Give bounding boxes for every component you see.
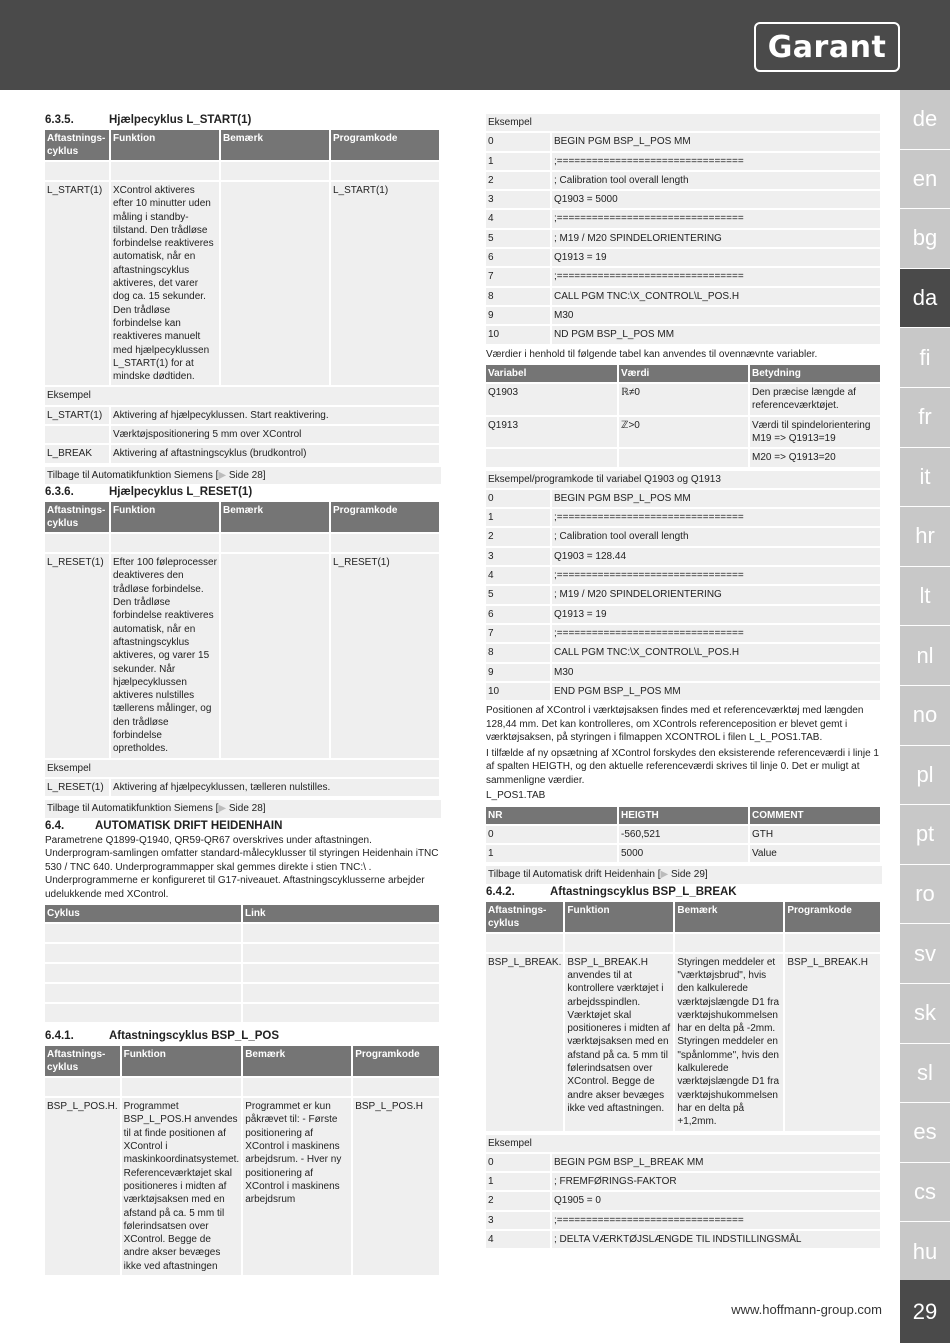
back-link-siemens-1[interactable]: Tilbage til Automatikfunktion Siemens [▶ Side 28] <box>45 467 441 485</box>
table-row: Q1903 ℝ≠0 Den præcise længde af referenceværktøjet. <box>486 384 882 415</box>
lang-tab-da[interactable]: da <box>900 269 950 329</box>
section-heading-636: 6.3.6. Hjælpecyklus L_RESET(1) <box>45 486 253 499</box>
arrow-icon: ▶ <box>660 869 669 881</box>
l-reset-table: Aftastnings-cyklus Funktion Bemærk Programkode L_RESET(1) Efter 100 føleprocesser deaktiveres den trådløse forbindelse. Den trådløse forbindelse reaktiveres automatisk, når en aftastningscyklus aktiveres, og varer 15 sekunder. Når hjælpecyklussen aktiveres nulstilles tællerens målinger, og den trådløse forbindelse opretholdes. L_RESET(1) Eksempel L_RESET(1) Aktivering af hjælpecyklussen, tælleren nulstilles. <box>45 500 441 798</box>
lang-tab-cs[interactable]: cs <box>900 1163 950 1223</box>
example-label: Eksempel <box>45 387 441 404</box>
lang-tab-hu[interactable]: hu <box>900 1222 950 1282</box>
variable-table: Variabel Værdi Betydning Q1903 ℝ≠0 Den præcise længde af referenceværktøjet. Q1913 ℤ>0 Værdi til spindelorientering M19 => Q1913=19 M20 => Q1913=20 <box>486 363 882 468</box>
table-row: L_START(1) XControl aktiveres efter 10 minutter uden måling i standby-tilstand. Den trådløse forbindelse reaktiveres automatisk, når en aftastningscyklus aktiveres, det varer dog ca. 15 sekunder. Den trådløse forbindelse kan reaktiveres manuelt med hjælpecyklussen L_START(1) for at mindske dødtiden. L_START(1) <box>45 182 441 385</box>
code-example-3: Eksempel 0 BEGIN PGM BSP_L_BREAK MM 1 ; FREMFØRINGS-FAKTOR 2 Q1905 = 0 3 ;================================ 4 ; DELTA VÆRKTØJSLÆNGDE TIL INDSTILLINGSMÅL <box>486 1133 882 1251</box>
code-line: 9 M30 <box>486 664 882 681</box>
right-column <box>486 112 882 1250</box>
arrow-icon: ▶ <box>218 469 227 481</box>
lang-tab-sk[interactable]: sk <box>900 984 950 1044</box>
position-text-1: Positionen af XControl i værktøjsaksen findes med et referenceværktøj med længden 128,44 mm. Det kan kontrolleres, om XControls referenceposition er blevet gemt i værktøjsaksen, på styringen i filmappen XCONTROL i filen L_L_POS1.TAB. <box>486 705 864 744</box>
code-line: 7 ;================================ <box>486 268 882 285</box>
position-text-2: I tilfælde af ny opsætning af XControl forskydes den eksisterende referenceværdi i linje 1 af spalten HEIGTH, og den aktuelle referenceværdi skrives til linje 0. Det er muligt at sammenligne værdier. <box>486 747 879 786</box>
footer-url: www.hoffmann-group.com <box>731 1302 882 1317</box>
lang-tab-en[interactable]: en <box>900 150 950 210</box>
lang-tab-it[interactable]: it <box>900 448 950 508</box>
section-heading-64: 6.4. AUTOMATISK DRIFT HEIDENHAIN <box>45 819 283 832</box>
lpos-tab-table: NR HEIGTH COMMENT 0 -560,521 GTH 1 5000 Value <box>486 805 882 865</box>
code-line: 6 Q1913 = 19 <box>486 249 882 266</box>
table-row: L_START(1) Aktivering af hjælpecyklussen. Start reaktivering. <box>45 407 441 424</box>
table-row: L_BREAK Aktivering af aftastningscyklus (brudkontrol) <box>45 445 441 462</box>
lang-tab-es[interactable]: es <box>900 1103 950 1163</box>
lang-tab-bg[interactable]: bg <box>900 209 950 269</box>
file-label: L_POS1.TAB <box>486 790 546 802</box>
table-row: BSP_L_POS.H. Programmet BSP_L_POS.H anvendes til at finde positionen af XControl i maskinkoordinatsystemet. Referenceværktøjet skal positioneres i midten af værktøjsaksen med en afstand på ca. 5 mm til følerindsatsen over XControl. Begge de andre akser bevæges ikke ved aftastningen Programmet er kun påkrævet til: - Første positionering af XControl i maskinens arbejdsrum. - Hver ny positionering af XControl i maskinens arbejdsrum BSP_L_POS.H <box>45 1098 441 1275</box>
values-text: Værdier i henhold til følgende tabel kan anvendes til ovennævnte variabler. <box>486 348 818 360</box>
page-header <box>0 0 950 90</box>
code-line: 4 ;================================ <box>486 210 882 227</box>
garant-logo: Garant <box>754 22 900 72</box>
lang-tab-hr[interactable]: hr <box>900 507 950 567</box>
section-heading-642: 6.4.2. Aftastningscyklus BSP_L_BREAK <box>486 885 737 898</box>
code-line: 3 Q1903 = 5000 <box>486 191 882 208</box>
code-line: 6 Q1913 = 19 <box>486 606 882 623</box>
section-heading-635: 6.3.5. Hjælpecyklus L_START(1) <box>45 114 252 126</box>
lang-tab-pl[interactable]: pl <box>900 746 950 806</box>
page-number: 29 <box>900 1280 950 1343</box>
bsp-l-break-table: Aftastnings-cyklus Funktion Bemærk Programkode BSP_L_BREAK. BSP_L_BREAK.H anvendes til at kontrollere værktøjet i arbejdsspindlen. Værktøjet skal positioneres i midten af værktøjsaksen med en afstand på ca. 5 mm til følerindsatsen over XControl. Begge de andre akser bevæges ikke ved aftastningen. Styringen meddeler et "værktøjsbrud", hvis den kalkulerede værktøjslængde D1 fra værktøjshukommelsen har en delta på -2mm. Styringen meddeler en "spånlomme", hvis den kalkulerede værktøjslængde D1 fra værktøjshukommelsen har en delta på +1,2mm. BSP_L_BREAK.H <box>486 900 882 1133</box>
code-line: 2 ; Calibration tool overall length <box>486 528 882 545</box>
code-line: 3 ;================================ <box>486 1212 882 1229</box>
back-link-heidenhain[interactable]: Tilbage til Automatisk drift Heidenhain [▶ Side 29] <box>486 866 882 884</box>
lang-tab-fi[interactable]: fi <box>900 328 950 388</box>
code-line: 8 CALL PGM TNC:\X_CONTROL\L_POS.H <box>486 644 882 661</box>
table-row: M20 => Q1913=20 <box>486 449 882 466</box>
code-example-1: Eksempel 0 BEGIN PGM BSP_L_POS MM 1 ;================================ 2 ; Calibration tool overall length 3 Q1903 = 5000 4 ;================================ 5 ; M19 / M20 SPINDELORIENTERING 6 Q1913 = 19 7 ;================================ 8 CALL PGM TNC:\X_CONTROL\L_POS.H 9 M30 10 ND PGM BSP_L_POS MM <box>486 112 882 346</box>
code-line: 10 ND PGM BSP_L_POS MM <box>486 326 882 343</box>
table-row: L_RESET(1) Efter 100 føleprocesser deaktiveres den trådløse forbindelse. Den trådløse forbindelse reaktiveres automatisk, når en aftastningscyklus aktiveres, og varer 15 sekunder. Når hjælpecyklussen aktiveres nulstilles tællerens målinger, og den trådløse forbindelse opretholdes. L_RESET(1) <box>45 554 441 757</box>
lang-tab-sv[interactable]: sv <box>900 924 950 984</box>
code-line: 10 END PGM BSP_L_POS MM <box>486 683 882 700</box>
section-64-text: Parametrene Q1899-Q1940, QR59-QR67 overskrives under aftastningen. Underprogram-samlingen omfatter standard-målecyklusser til styringen Heidenhain iTNC 530 / TNC 640. Underprogrammapper skal gemmes direkte i stien TNC:\ . Underprogrammerne er konfigureret til G17-niveauet. Aftastningscyklusserne arbejder udelukkende med XControl. <box>45 834 439 900</box>
code-line: 0 BEGIN PGM BSP_L_BREAK MM <box>486 1154 882 1171</box>
table-row: 1 5000 Value <box>486 845 882 862</box>
code-line: 2 Q1905 = 0 <box>486 1192 882 1209</box>
table-row: BSP_L_BREAK. BSP_L_BREAK.H anvendes til at kontrollere værktøjet i arbejdsspindlen. Værktøjet skal positioneres i midten af værktøjsaksen med en afstand på ca. 5 mm til følerindsatsen over XControl. Begge de andre akser bevæges ikke ved aftastningen. Styringen meddeler et "værktøjsbrud", hvis den kalkulerede værktøjslængde D1 fra værktøjshukommelsen har en delta på -2mm. Styringen meddeler en "spånlomme", hvis den kalkulerede værktøjslængde D1 fra værktøjshukommelsen har en delta på +1,2mm. BSP_L_BREAK.H <box>486 954 882 1131</box>
table-row: 0 -560,521 GTH <box>486 826 882 843</box>
code-line: 0 BEGIN PGM BSP_L_POS MM <box>486 133 882 150</box>
code-line: 4 ;================================ <box>486 567 882 584</box>
table-row: Q1913 ℤ>0 Værdi til spindelorientering M19 => Q1913=19 <box>486 417 882 448</box>
code-line: 1 ;================================ <box>486 509 882 526</box>
left-column <box>45 112 441 1277</box>
table-row: L_RESET(1) Aktivering af hjælpecyklussen, tælleren nulstilles. <box>45 779 441 796</box>
code-example-2: Eksempel/programkode til variabel Q1903 og Q1913 0 BEGIN PGM BSP_L_POS MM 1 ;================================ 2 ; Calibration tool overall length 3 Q1903 = 128.44 4 ;================================ 5 ; M19 / M20 SPINDELORIENTERING 6 Q1913 = 19 7 ;================================ 8 CALL PGM TNC:\X_CONTROL\L_POS.H 9 M30 10 END PGM BSP_L_POS MM <box>486 469 882 703</box>
lang-tab-pt[interactable]: pt <box>900 805 950 865</box>
section-heading-641: 6.4.1. Aftastningscyklus BSP_L_POS <box>45 1030 279 1043</box>
code-line: 7 ;================================ <box>486 625 882 642</box>
language-sidebar <box>900 90 950 1343</box>
code-line: 5 ; M19 / M20 SPINDELORIENTERING <box>486 586 882 603</box>
lang-tab-sl[interactable]: sl <box>900 1044 950 1104</box>
code-line: 1 ; FREMFØRINGS-FAKTOR <box>486 1173 882 1190</box>
l-start-table: Aftastnings-cyklus Funktion Bemærk Programkode L_START(1) XControl aktiveres efter 10 minutter uden måling i standby-tilstand. Den trådløse forbindelse reaktiveres automatisk, når en aftastningscyklus aktiveres, det varer dog ca. 15 sekunder. Den trådløse forbindelse kan reaktiveres manuelt med hjælpecyklussen L_START(1) for at mindske dødtiden. L_START(1) Eksempel L_START(1) Aktivering af hjælpecyklussen. Start reaktivering. Værktøjspositionering 5 mm over XControl L_BREAK Aktivering af aftastningscyklus (brudkontrol) <box>45 128 441 465</box>
code-line: 9 M30 <box>486 307 882 324</box>
code-line: 1 ;================================ <box>486 153 882 170</box>
arrow-icon: ▶ <box>218 803 227 815</box>
back-link-siemens-2[interactable]: Tilbage til Automatikfunktion Siemens [▶ Side 28] <box>45 800 441 818</box>
code-line: 4 ; DELTA VÆRKTØJSLÆNGDE TIL INDSTILLINGSMÅL <box>486 1231 882 1248</box>
lang-tab-no[interactable]: no <box>900 686 950 746</box>
lang-tab-lt[interactable]: lt <box>900 567 950 627</box>
lang-tab-fr[interactable]: fr <box>900 388 950 448</box>
code-line: 0 BEGIN PGM BSP_L_POS MM <box>486 490 882 507</box>
cycle-link-table: Cyklus Link <box>45 903 441 1024</box>
bsp-l-pos-table: Aftastnings-cyklus Funktion Bemærk Programkode BSP_L_POS.H. Programmet BSP_L_POS.H anvendes til at finde positionen af XControl i maskinkoordinatsystemet. Referenceværktøjet skal positioneres i midten af værktøjsaksen med en afstand på ca. 5 mm til følerindsatsen over XControl. Begge de andre akser bevæges ikke ved aftastningen Programmet er kun påkrævet til: - Første positionering af XControl i maskinens arbejdsrum. - Hver ny positionering af XControl i maskinens arbejdsrum BSP_L_POS.H <box>45 1044 441 1277</box>
lang-tab-ro[interactable]: ro <box>900 865 950 925</box>
lang-tab-de[interactable]: de <box>900 90 950 150</box>
code-line: 5 ; M19 / M20 SPINDELORIENTERING <box>486 230 882 247</box>
code-line: 3 Q1903 = 128.44 <box>486 548 882 565</box>
lang-tab-nl[interactable]: nl <box>900 626 950 686</box>
code-line: 2 ; Calibration tool overall length <box>486 172 882 189</box>
table-row: Værktøjspositionering 5 mm over XControl <box>45 426 441 443</box>
code-line: 8 CALL PGM TNC:\X_CONTROL\L_POS.H <box>486 288 882 305</box>
